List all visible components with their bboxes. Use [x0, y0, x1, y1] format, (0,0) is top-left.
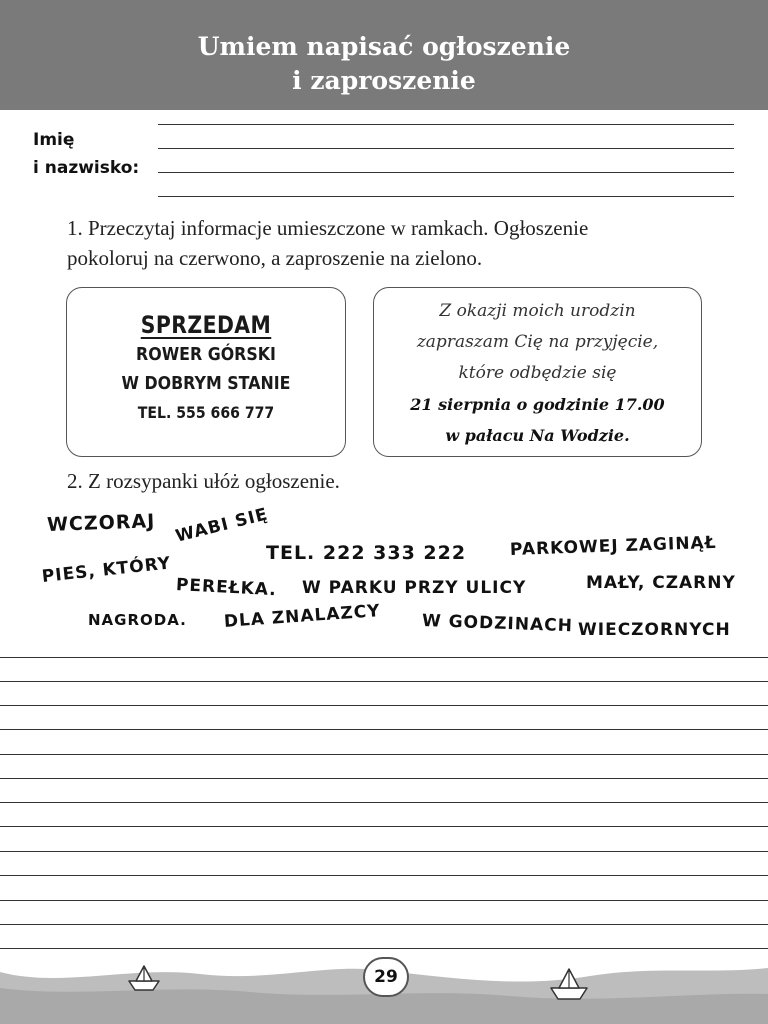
writing-line[interactable]: [0, 802, 768, 803]
page-header: [0, 0, 768, 110]
writing-line[interactable]: [0, 900, 768, 901]
name-write-line[interactable]: [158, 148, 734, 149]
ad-title: SPRZEDAM: [140, 311, 272, 339]
name-label-line-1: Imię: [33, 130, 75, 150]
name-label-line-2: i nazwisko:: [33, 158, 140, 178]
writing-line[interactable]: [0, 924, 768, 925]
writing-line[interactable]: [0, 705, 768, 706]
page-title-line-1: Umiem napisać ogłoszenie: [197, 32, 571, 61]
scattered-word[interactable]: WIECZORNYCH: [578, 620, 731, 640]
scattered-word[interactable]: WABI SIĘ: [173, 504, 271, 547]
invitation-line: zapraszam Cię na przyjęcie,: [416, 332, 659, 352]
invitation-date: 21 sierpnia o godzinie 17.00: [410, 395, 665, 414]
name-write-line[interactable]: [158, 124, 734, 125]
paper-boat-icon: [126, 963, 162, 993]
task-2-instruction: [67, 466, 340, 496]
advertisement-frame[interactable]: [66, 287, 346, 457]
task-1-line-2: pokoloruj na czerwono, a zaproszenie na zielono.: [67, 246, 483, 270]
ad-line: ROWER GÓRSKI: [136, 344, 276, 365]
paper-boat-icon: [548, 966, 590, 1002]
writing-line[interactable]: [0, 851, 768, 852]
writing-line[interactable]: [0, 826, 768, 827]
page-title-line-2: i zaproszenie: [292, 66, 476, 95]
writing-line[interactable]: [0, 754, 768, 755]
scattered-word[interactable]: WCZORAJ: [46, 510, 156, 536]
writing-line[interactable]: [0, 681, 768, 682]
name-field-label: [33, 126, 139, 182]
ad-phone: TEL. 555 666 777: [137, 403, 275, 422]
scattered-word[interactable]: DLA ZNALAZCY: [223, 601, 382, 632]
scattered-word[interactable]: MAŁY, CZARNY: [586, 573, 736, 593]
page-title: [0, 30, 768, 98]
invitation-line: które odbędzie się: [458, 363, 617, 383]
scattered-word[interactable]: W GODZINACH: [421, 611, 574, 637]
writing-line[interactable]: [0, 948, 768, 949]
invitation-line: Z okazji moich urodzin: [439, 301, 636, 321]
task-2-line-1: 2. Z rozsypanki ułóż ogłoszenie.: [67, 469, 340, 493]
invitation-frame[interactable]: [373, 287, 702, 457]
scattered-word[interactable]: PEREŁKA.: [175, 575, 278, 601]
name-write-line[interactable]: [158, 172, 734, 173]
task-1-instruction: [67, 213, 588, 273]
writing-line[interactable]: [0, 875, 768, 876]
writing-line[interactable]: [0, 729, 768, 730]
scattered-word[interactable]: NAGRODA.: [88, 611, 187, 629]
name-write-line[interactable]: [158, 196, 734, 197]
scattered-word[interactable]: W PARKU PRZY ULICY: [302, 578, 527, 598]
scattered-word[interactable]: TEL. 222 333 222: [266, 542, 467, 564]
scattered-word[interactable]: PARKOWEJ ZAGINĄŁ: [509, 532, 717, 560]
writing-line[interactable]: [0, 657, 768, 658]
page-number: 29: [363, 957, 409, 997]
task-1-line-1: 1. Przeczytaj informacje umieszczone w ramkach. Ogłoszenie: [67, 216, 589, 240]
ad-line: W DOBRYM STANIE: [121, 373, 291, 394]
invitation-place: w pałacu Na Wodzie.: [445, 426, 630, 445]
scattered-word[interactable]: PIES, KTÓRY: [40, 553, 173, 587]
writing-line[interactable]: [0, 778, 768, 779]
